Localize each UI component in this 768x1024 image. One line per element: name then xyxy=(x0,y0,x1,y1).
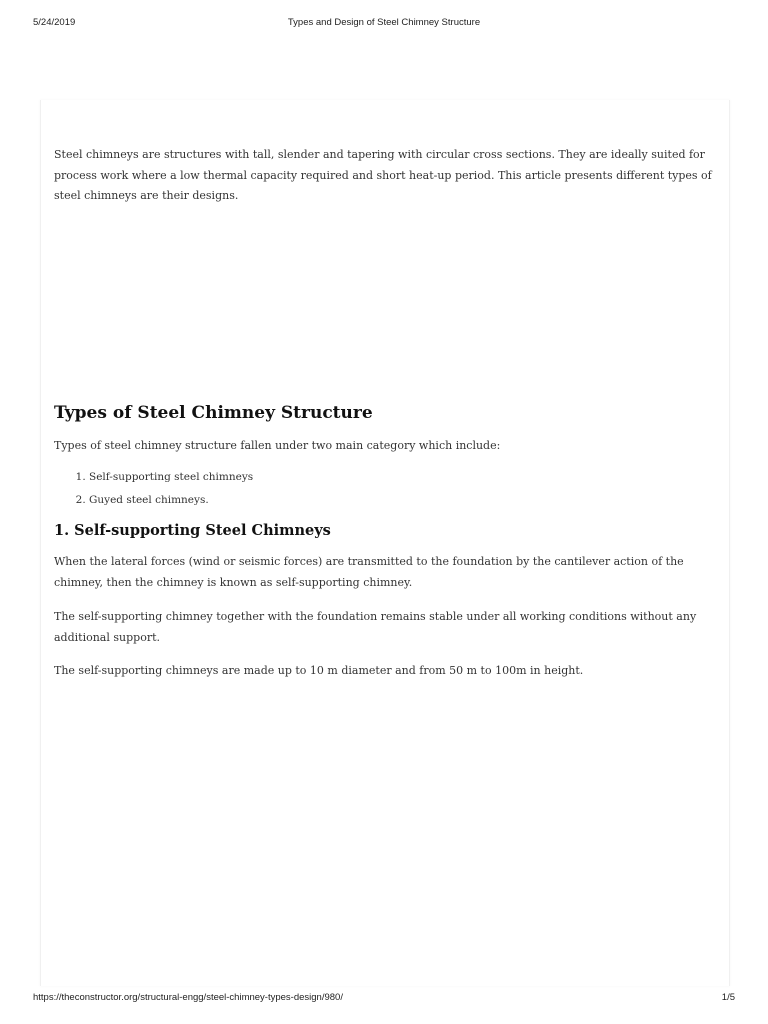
types-list-block xyxy=(54,466,714,512)
list-item: 1. Self-supporting steel chimneys xyxy=(89,466,714,489)
intro-block xyxy=(54,145,714,207)
print-footer xyxy=(33,992,735,1006)
print-url: https://theconstructor.org/structural-engg/steel-chimney-types-design/980/ xyxy=(33,992,343,1003)
types-intro-block xyxy=(54,436,714,457)
page-number: 1/5 xyxy=(721,992,735,1003)
list-item: 2. Guyed steel chimneys. xyxy=(89,489,714,512)
types-section xyxy=(54,402,714,424)
print-header xyxy=(33,17,735,31)
types-intro-paragraph: Types of steel chimney structure fallen under two main category which include: xyxy=(54,439,501,452)
intro-paragraph: Steel chimneys are structures with tall, slender and tapering with circular cross sections. They are ideally suited for process work where a low thermal capacity required and short heat-up period. This article presents different types of steel chimneys are their designs. xyxy=(54,148,712,202)
self-supporting-section xyxy=(54,521,714,541)
print-title: Types and Design of Steel Chimney Structure xyxy=(287,17,481,28)
self-paragraph-1-block xyxy=(54,552,714,593)
self-paragraph-2-block xyxy=(54,607,714,648)
self-paragraph-3: The self-supporting chimneys are made up to 10 m diameter and from 50 m to 100m in height. xyxy=(54,664,584,677)
self-paragraph-3-block xyxy=(54,661,714,682)
types-list xyxy=(54,466,714,512)
self-paragraph-1: When the lateral forces (wind or seismic forces) are transmitted to the foundation by the cantilever action of the chimney, then the chimney is known as self-supporting chimney. xyxy=(54,555,684,589)
print-date: 5/24/2019 xyxy=(33,17,76,28)
self-supporting-heading: 1. Self-supporting Steel Chimneys xyxy=(54,522,331,539)
self-paragraph-2: The self-supporting chimney together with the foundation remains stable under all working conditions without any additional support. xyxy=(54,610,697,644)
article-card xyxy=(40,100,730,986)
types-heading: Types of Steel Chimney Structure xyxy=(54,403,373,423)
